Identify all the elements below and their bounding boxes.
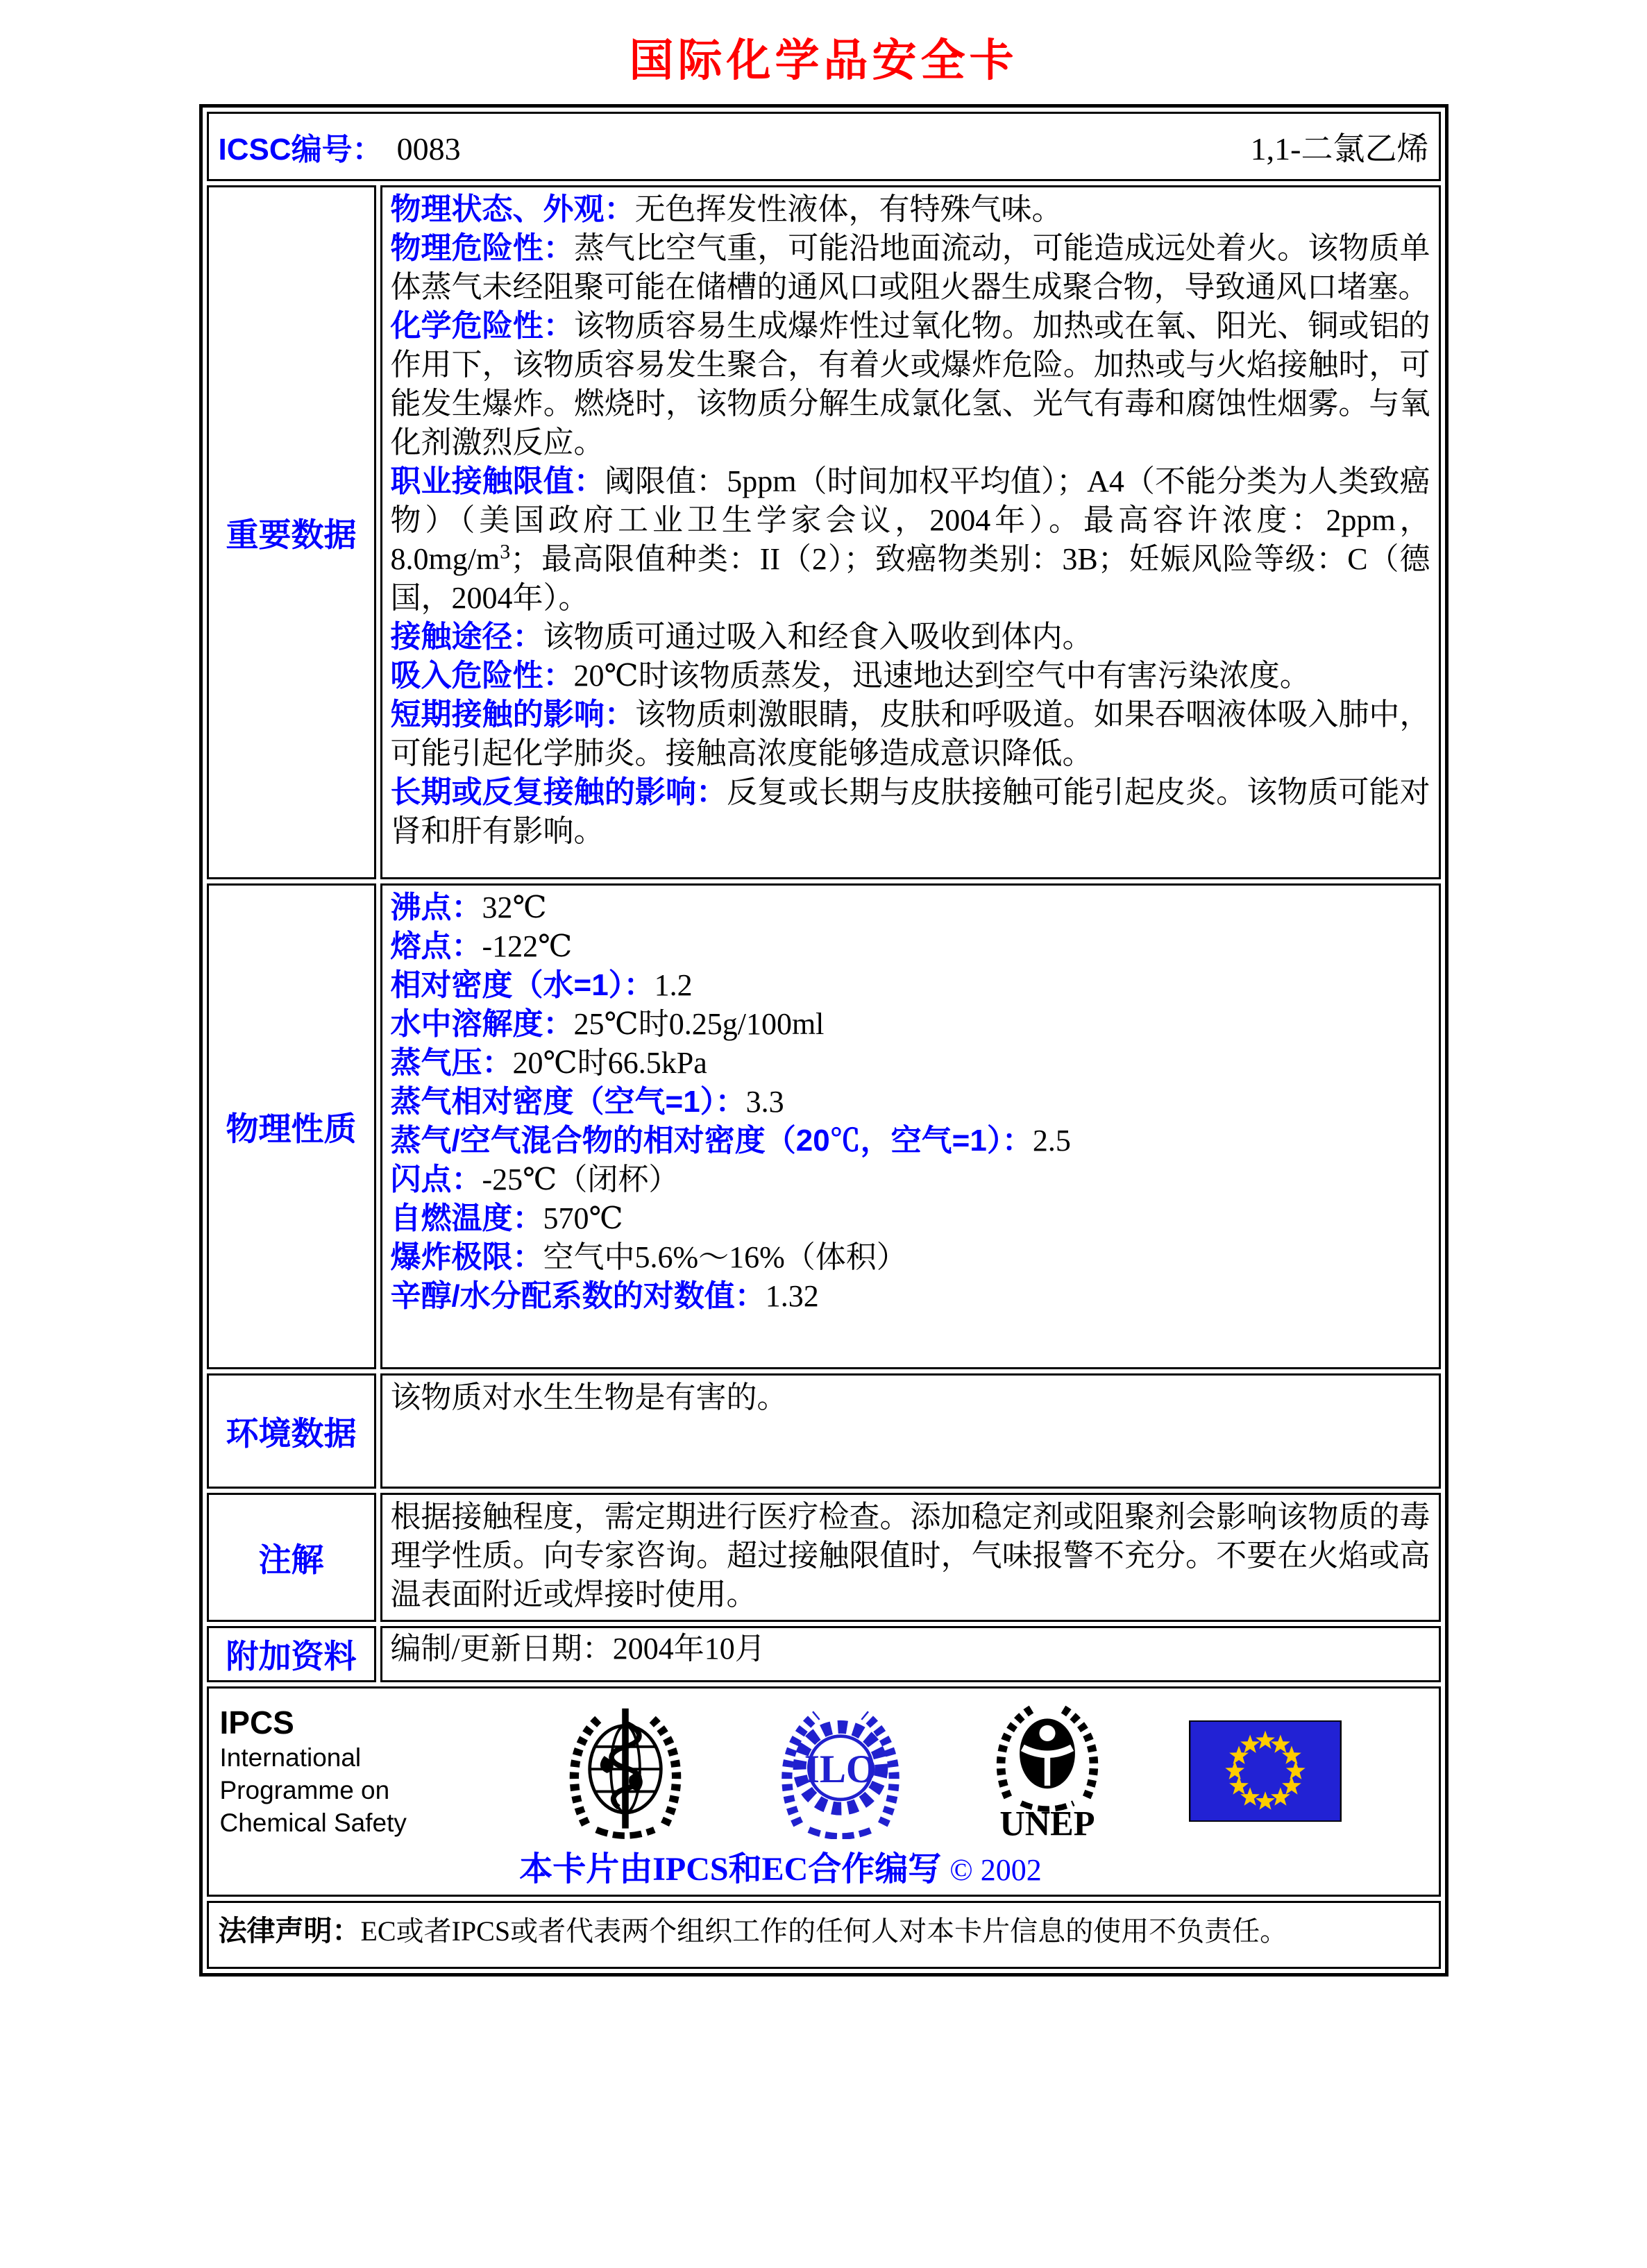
field-label: 爆炸极限：: [390, 1240, 543, 1274]
section-label-additional-info: 附加资料: [207, 1626, 376, 1682]
field-label: 物理危险性：: [390, 231, 574, 265]
field-value: -122℃: [482, 929, 573, 963]
unep-logo-text: UNEP: [999, 1804, 1095, 1843]
field-label: 水中溶解度：: [390, 1007, 574, 1041]
ilo-logo-text: ILO: [804, 1747, 877, 1792]
field-explosive-limits: [391, 1238, 1430, 1277]
field-occupational-exposure-limit: [391, 462, 1430, 618]
field-inhalation-risk: [391, 657, 1430, 695]
field-value: -25℃（闭杯）: [482, 1162, 679, 1196]
field-relative-density: [391, 966, 1430, 1005]
field-value: 该物质容易生成爆炸性过氧化物。加热或在氧、阳光、铜或铝的作用下，该物质容易发生聚合，有着火或爆炸危险。加热或与火焰接触时，可能发生爆炸。燃烧时，该物质分解生成氯化氢、光气有毒和腐蚀性烟雾。与氧化剂激烈反应。: [390, 309, 1430, 459]
icsc-number-group: [219, 124, 461, 169]
footer-logos-cell: [207, 1686, 1441, 1897]
section-label-notes: 注解: [207, 1493, 376, 1622]
ipcs-title: IPCS: [219, 1704, 294, 1741]
field-boiling-point: [391, 888, 1430, 927]
field-label: 接触途径：: [390, 620, 543, 654]
footer-caption-year: © 2002: [949, 1853, 1042, 1887]
ipcs-subtitle-line3: Chemical Safety: [219, 1808, 407, 1837]
ilo-logo-icon: [775, 1703, 906, 1839]
section-label-environmental-data: 环境数据: [207, 1373, 376, 1489]
field-autoignition-temperature: [391, 1199, 1430, 1238]
section-row-notes: [207, 1493, 1441, 1622]
field-value: 1.2: [654, 968, 693, 1002]
field-value: 3.3: [745, 1085, 784, 1119]
field-label: 辛醇/水分配系数的对数值：: [390, 1279, 766, 1313]
environmental-data-text: 该物质对水生生物是有害的。: [390, 1380, 788, 1414]
field-value: 570℃: [543, 1201, 623, 1235]
field-octanol-water-partition: [391, 1277, 1430, 1316]
field-value-part1: 阈限值：5ppm（时间加权平均值）；A4（不能分类为人类致癌物）（美国政府工业卫生学家会议，2004年）。最高容许浓度：2ppm，8.0mg/m: [390, 464, 1430, 576]
field-vapor-pressure: [391, 1044, 1430, 1083]
field-melting-point: [391, 927, 1430, 966]
page-title: 国际化学品安全卡: [629, 35, 1018, 87]
field-label: 短期接触的影响：: [390, 697, 635, 731]
section-label-important-data: 重要数据: [207, 185, 376, 879]
field-value: 20℃时该物质蒸发，迅速地达到空气中有害污染浓度。: [573, 659, 1310, 693]
field-value: 20℃时66.5kPa: [512, 1046, 707, 1080]
section-content-physical-properties: [380, 883, 1441, 1369]
field-label: 长期或反复接触的影响：: [390, 775, 727, 809]
field-label: 自燃温度：: [390, 1201, 543, 1235]
section-row-additional-info: [207, 1626, 1441, 1682]
unep-logo-icon: [989, 1698, 1106, 1844]
field-label: 相对密度（水=1）：: [390, 968, 654, 1002]
substance-name: 1,1-二氯乙烯: [1250, 131, 1429, 167]
icsc-number-value: 0083: [396, 131, 461, 167]
field-label: 职业接触限值：: [390, 464, 605, 498]
field-label: 闪点：: [390, 1162, 482, 1196]
field-value: 1.32: [765, 1279, 819, 1313]
field-vapor-air-mixture-density: [391, 1122, 1430, 1160]
safety-card-table: [199, 104, 1448, 1977]
section-content-notes: [380, 1493, 1441, 1622]
field-water-solubility: [391, 1005, 1430, 1044]
field-exposure-routes: [391, 618, 1430, 657]
header-row: [207, 112, 1441, 181]
field-value: 无色挥发性液体，有特殊气味。: [634, 192, 1063, 226]
header-cell: [207, 112, 1441, 181]
ipcs-subtitle-line1: International: [219, 1743, 362, 1772]
ipcs-text-block: [220, 1704, 477, 1839]
field-label: 化学危险性：: [390, 309, 574, 343]
section-row-physical-properties: [207, 883, 1441, 1369]
field-label: 蒸气/空气混合物的相对密度（20℃，空气=1）：: [390, 1124, 1033, 1158]
field-vapor-relative-density: [391, 1083, 1430, 1122]
field-value-part2: ；最高限值种类：II（2）；致癌物类别：3B；妊娠风险等级：C（德国，2004年）。: [390, 542, 1430, 615]
footer-caption: [220, 1851, 1342, 1889]
who-logo-icon: [559, 1703, 691, 1839]
section-content-environmental-data: [380, 1373, 1441, 1489]
eu-flag-icon: [1189, 1720, 1342, 1822]
section-content-additional-info: [380, 1626, 1441, 1682]
field-flash-point: [391, 1160, 1430, 1199]
field-value: 该物质刺激眼睛，皮肤和呼吸道。如果吞咽液体吸入肺中，可能引起化学肺炎。接触高浓度能够造成意识降低。: [390, 697, 1430, 770]
field-value: 反复或长期与皮肤接触可能引起皮炎。该物质可能对肾和肝有影响。: [390, 775, 1430, 848]
field-long-term-effects: [391, 773, 1430, 851]
icsc-number-label: ICSC编号：: [218, 133, 383, 167]
section-row-environmental-data: [207, 1373, 1441, 1489]
additional-info-text: 编制/更新日期：2004年10月: [390, 1632, 766, 1666]
field-value: 空气中5.6%～16%（体积）: [543, 1240, 907, 1274]
section-label-physical-properties: 物理性质: [207, 883, 376, 1369]
field-label: 吸入危险性：: [390, 659, 574, 693]
footer-caption-text: 本卡片由IPCS和EC合作编写: [519, 1851, 942, 1888]
footer-logos-row: [207, 1686, 1441, 1897]
field-label: 沸点：: [390, 890, 482, 924]
page: [0, 36, 1647, 1977]
legal-row: [207, 1901, 1441, 1969]
field-value: 蒸气比空气重，可能沿地面流动，可能造成远处着火。该物质单体蒸气未经阻聚可能在储槽的通风口或阻火器生成聚合物，导致通风口堵塞。: [390, 231, 1430, 304]
field-value: 32℃: [482, 890, 547, 924]
legal-label: 法律声明：: [218, 1915, 361, 1947]
superscript-3: 3: [500, 540, 511, 564]
field-short-term-effects: [391, 695, 1430, 773]
field-label: 熔点：: [390, 929, 482, 963]
field-physical-state: [391, 190, 1430, 229]
field-physical-danger: [391, 229, 1430, 307]
logos-line: [220, 1698, 1342, 1844]
field-value: 2.5: [1032, 1124, 1071, 1158]
field-chemical-danger: [391, 307, 1430, 462]
field-label: 物理状态、外观：: [390, 192, 635, 226]
field-label: 蒸气相对密度（空气=1）：: [390, 1085, 746, 1119]
notes-text: 根据接触程度，需定期进行医疗检查。添加稳定剂或阻聚剂会影响该物质的毒理学性质。向专家咨询。超过接触限值时，气味报警不充分。不要在火焰或高温表面附近或焊接时使用。: [390, 1500, 1430, 1611]
field-value: 25℃时0.25g/100ml: [573, 1007, 825, 1041]
section-row-important-data: [207, 185, 1441, 879]
section-content-important-data: [380, 185, 1441, 879]
field-label: 蒸气压：: [390, 1046, 513, 1080]
ipcs-subtitle-line2: Programme on: [219, 1775, 390, 1804]
field-value: 该物质可通过吸入和经食入吸收到体内。: [543, 620, 1093, 654]
legal-cell: [207, 1901, 1441, 1969]
legal-text: EC或者IPCS或者代表两个组织工作的任何人对本卡片信息的使用不负责任。: [360, 1915, 1288, 1947]
